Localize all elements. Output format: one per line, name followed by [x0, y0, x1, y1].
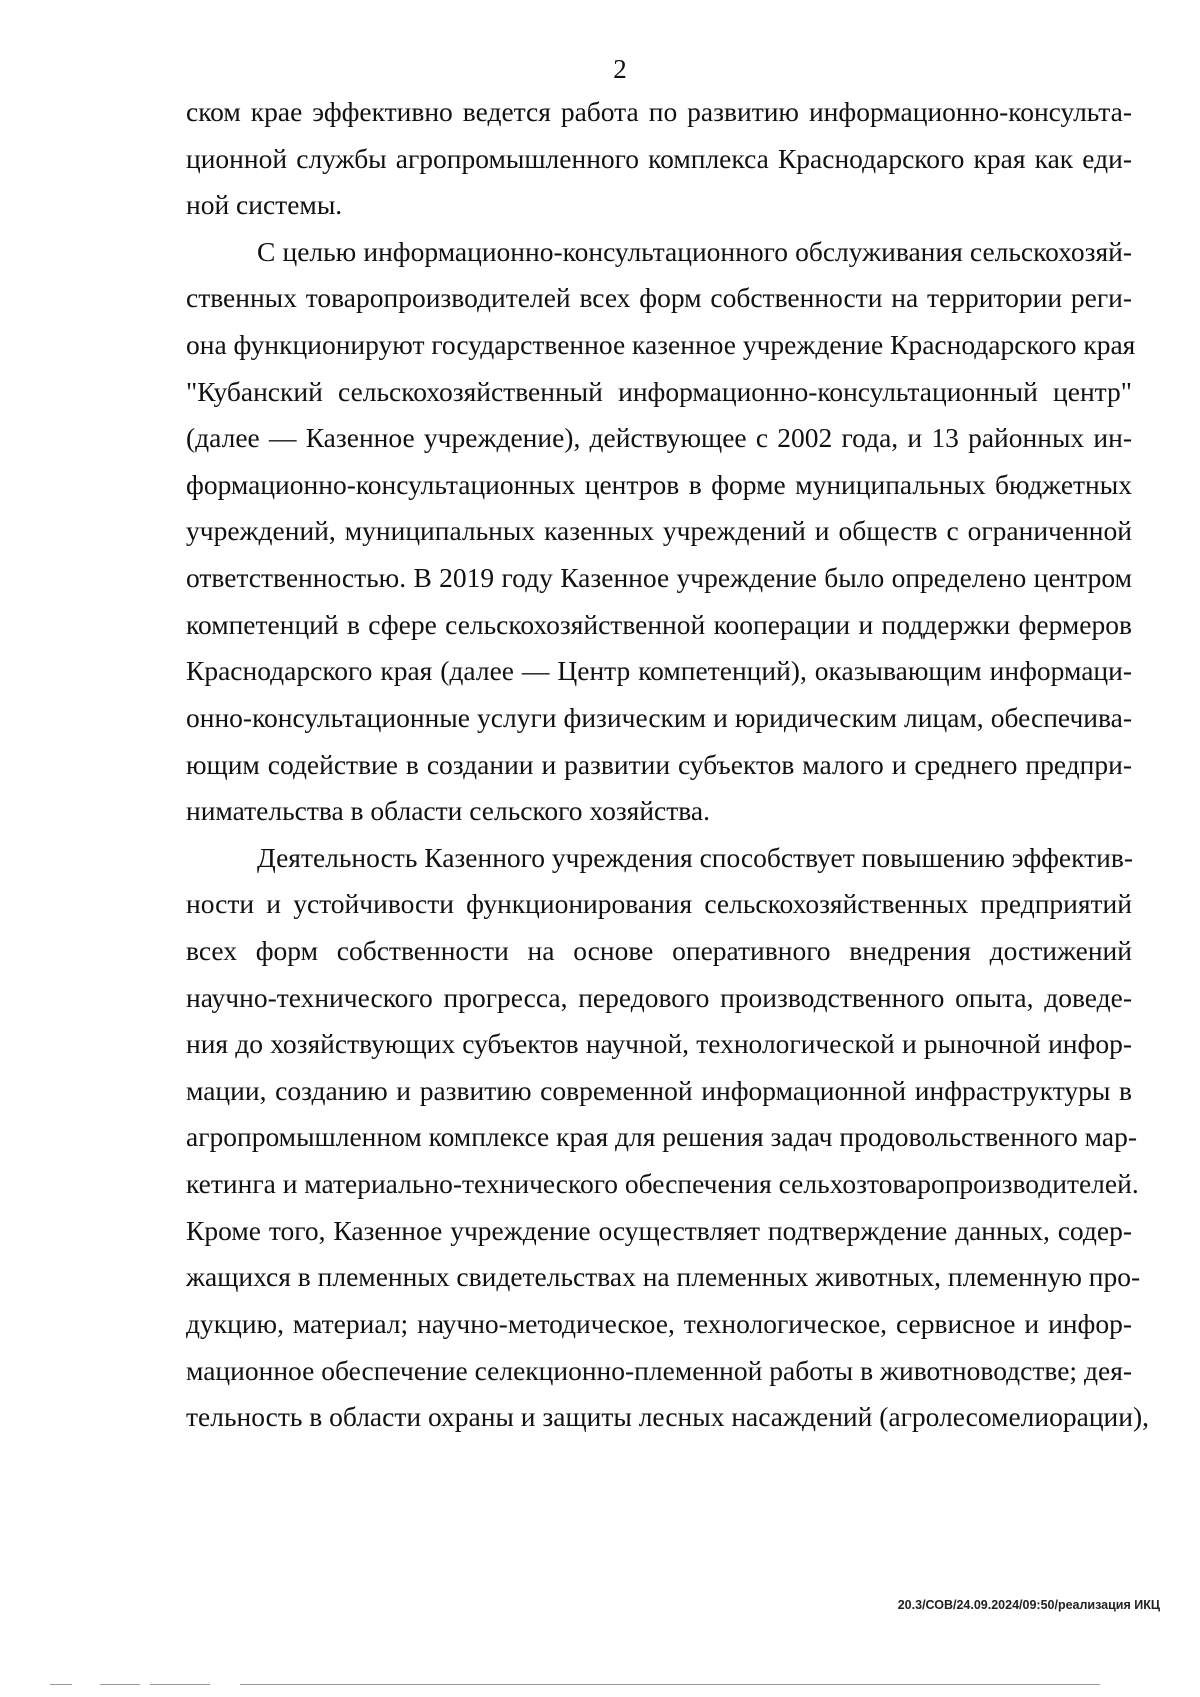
text-line: формационно-консультационных центров в форме муниципальных бюджетных — [186, 469, 1132, 500]
text-line: кетинга и материально-технического обеспечения сельхозтоваропроизводителей. — [186, 1168, 1139, 1199]
text-line: ском крае эффективно ведется работа по развитию информационно-консульта- — [186, 96, 1132, 127]
text-line: научно-технического прогресса, передового производственного опыта, доведе- — [186, 982, 1132, 1013]
text-line: ния до хозяйствующих субъектов научной, технологической и рыночной инфор- — [186, 1028, 1132, 1059]
text-line: Кроме того, Казенное учреждение осуществляет подтверждение данных, содер- — [186, 1215, 1132, 1246]
text-line: Деятельность Казенного учреждения способствует повышению эффектив- — [257, 842, 1133, 873]
text-line: мационное обеспечение селекционно-племенной работы в животноводстве; дея- — [186, 1355, 1132, 1386]
text-line: ционной службы агропромышленного комплекса Краснодарского края как еди- — [186, 143, 1132, 174]
text-line: онно-консультационные услуги физическим и юридическим лицам, обеспечива- — [186, 702, 1132, 733]
footer-document-code: 20.3/СОВ/24.09.2024/09:50/реализация ИКЦ — [897, 1598, 1160, 1612]
text-line: С целью информационно-консультационного обслуживания сельскохозяй- — [257, 236, 1132, 267]
text-line: компетенций в сфере сельскохозяйственной кооперации и поддержки фермеров — [186, 609, 1132, 640]
text-line: Краснодарского края (далее — Центр компетенций), оказывающим информаци- — [186, 655, 1132, 686]
text-line: дукцию, материал; научно-методическое, технологическое, сервисное и инфор- — [186, 1308, 1132, 1339]
text-line: тельность в области охраны и защиты лесных насаждений (агролесомелиорации), — [186, 1401, 1149, 1432]
text-line: ющим содействие в создании и развитии субъектов малого и среднего предпри- — [186, 749, 1132, 780]
text-line: нимательства в области сельского хозяйства. — [186, 795, 710, 826]
text-line: (далее — Казенное учреждение), действующее с 2002 года, и 13 районных ин- — [186, 422, 1132, 453]
text-line: "Кубанский сельскохозяйственный информационно-консультационный центр" — [186, 376, 1132, 407]
text-line: мации, созданию и развитию современной информационной инфраструктуры в — [186, 1075, 1132, 1106]
text-line: всех форм собственности на основе оперативного внедрения достижений — [186, 935, 1132, 966]
text-line: ответственностью. В 2019 году Казенное учреждение было определено центром — [186, 562, 1132, 593]
text-line: ной системы. — [186, 189, 343, 220]
text-line: ности и устойчивости функционирования сельскохозяйственных предприятий — [186, 888, 1132, 919]
text-line: жащихся в племенных свидетельствах на племенных животных, племенную про- — [186, 1261, 1141, 1292]
text-line: учреждений, муниципальных казенных учреждений и обществ с ограниченной — [186, 515, 1132, 546]
text-line: она функционируют государственное казенное учреждение Краснодарского края — [186, 329, 1136, 360]
text-line: агропромышленном комплексе края для решения задач продовольственного мар- — [186, 1121, 1137, 1152]
text-line: ственных товаропроизводителей всех форм собственности на территории реги- — [186, 282, 1132, 313]
page-number: 2 — [613, 54, 627, 84]
